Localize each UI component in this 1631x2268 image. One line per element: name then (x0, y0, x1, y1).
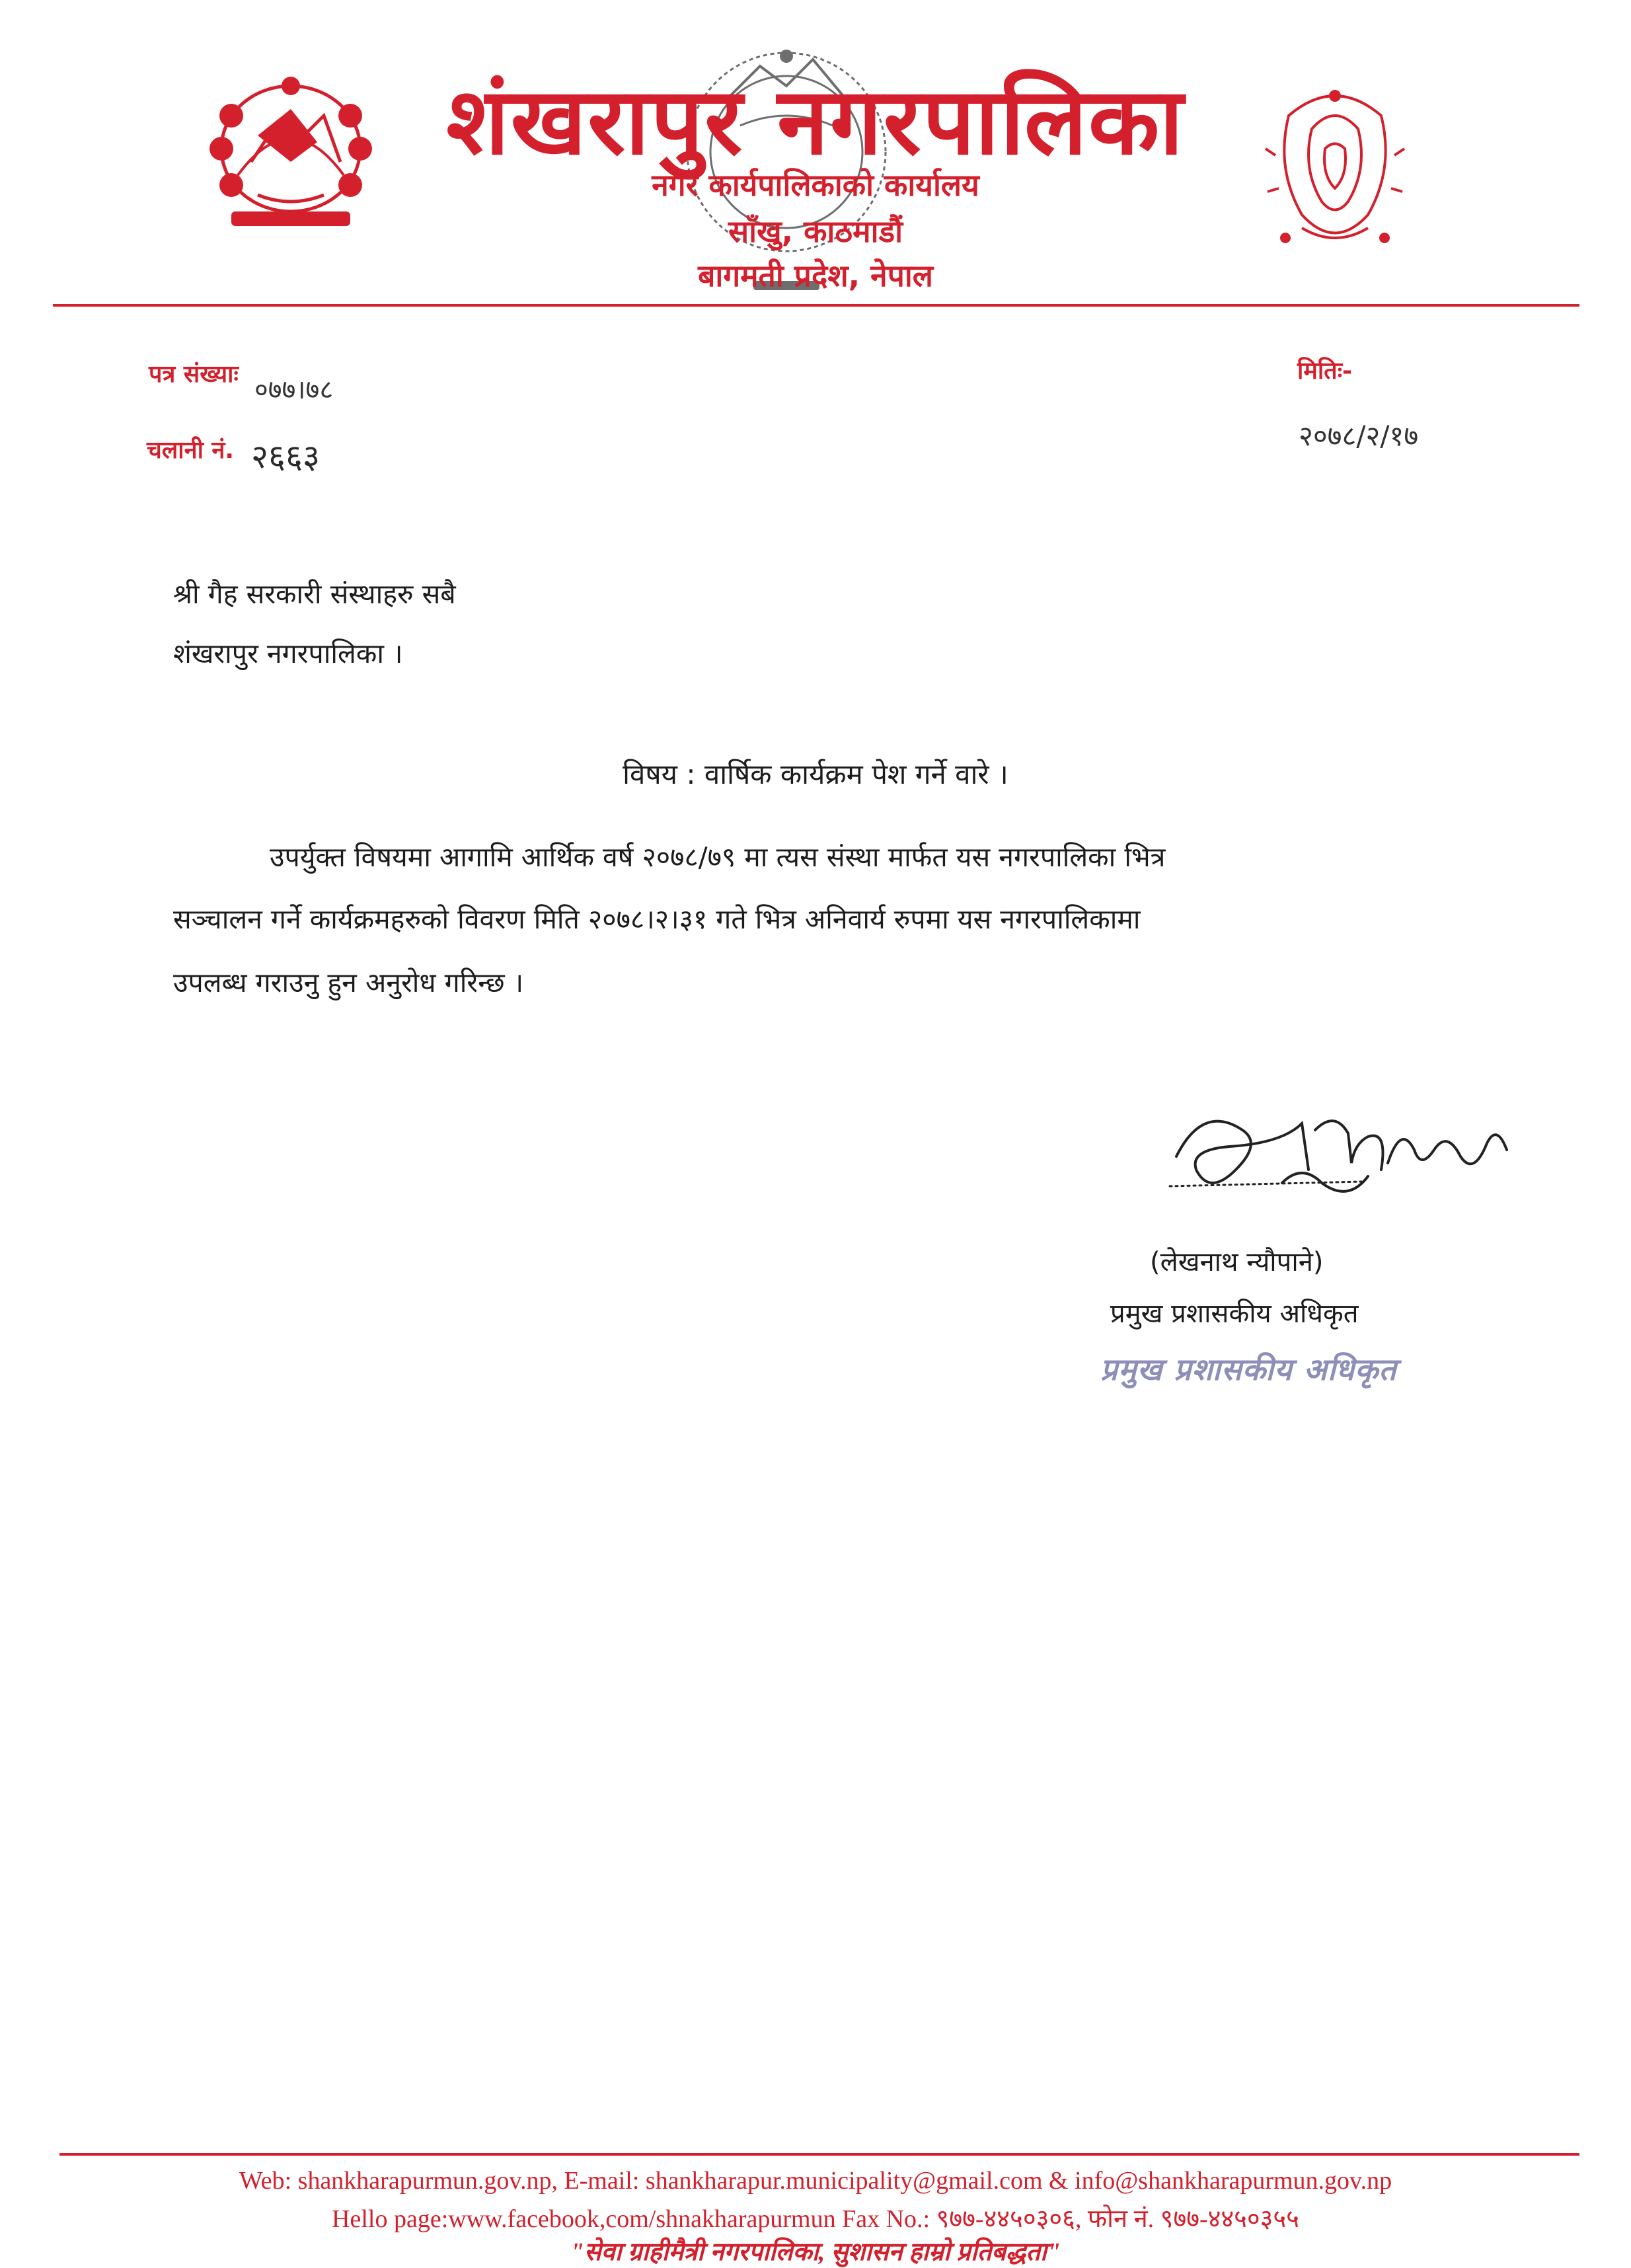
conch-shell-icon (1262, 76, 1408, 254)
body-line-3: उपलब्ध गराउनु हुन अनुरोध गरिन्छ । (173, 967, 524, 999)
date-value: २०७८/२/१७ (1299, 420, 1419, 452)
body-line-2: सञ्चालन गर्ने कार्यक्रमहरुको विवरण मिति २०७८।२।३१ गते भित्र अनिवार्य रुपमा यस नगरपालिकामा (173, 903, 1141, 935)
footer-slogan: "सेवा ग्राहीमैत्री नगरपालिका, सुशासन हाम्रो प्रतिबद्धता" (570, 2238, 1061, 2266)
office-name: नगर कार्यपालिकाको कार्यालय (652, 167, 979, 203)
date-label: मितिः- (1297, 358, 1352, 385)
letter-number-value: ०७७।७८ (254, 375, 334, 405)
municipality-name: शंखरापुर नगरपालिका (446, 68, 1185, 176)
footer-contact-phone-fax: Hello page:www.facebook,com/shnakharapurmun Fax No.: ९७७-४४५०३०६, फोन नं. ९७७-४४५०३५५ (332, 2205, 1299, 2233)
dispatch-number-label: चलानी नं. (147, 437, 235, 464)
office-province: बागमती प्रदेश, नेपाल (698, 258, 933, 293)
header-divider (53, 304, 1579, 307)
dispatch-number-value: २६६३ (251, 437, 320, 476)
body-line-1: उपर्युक्त विषयमा आगामि आर्थिक वर्ष २०७८/७९ मा त्यस संस्था मार्फत यस नगरपालिका भित्र (270, 841, 1166, 873)
addressee-line-2: शंखरापुर नगरपालिका । (173, 638, 403, 669)
handwritten-signature (1150, 1084, 1520, 1229)
office-place: साँखु, काठमाडौं (728, 213, 903, 249)
signer-title: प्रमुख प्रशासकीय अधिकृत (1110, 1299, 1359, 1329)
letter-number-label: पत्र संख्याः (149, 361, 239, 388)
addressee-line-1: श्री गैह सरकारी संस्थाहरु सबै (173, 578, 456, 610)
signer-title-stamp: प्रमुख प्रशासकीय अधिकृत (1100, 1351, 1397, 1387)
subject-line: विषय : वार्षिक कार्यक्रम पेश गर्ने वारे । (623, 758, 1008, 790)
footer-divider (59, 2153, 1579, 2156)
footer-contact-web-email: Web: shankharapurmun.gov.np, E-mail: shankharapur.municipality@gmail.com & info@shankharapurmun.gov.np (239, 2167, 1392, 2195)
signer-name: (लेखनाथ न्यौपाने) (1150, 1247, 1324, 1277)
